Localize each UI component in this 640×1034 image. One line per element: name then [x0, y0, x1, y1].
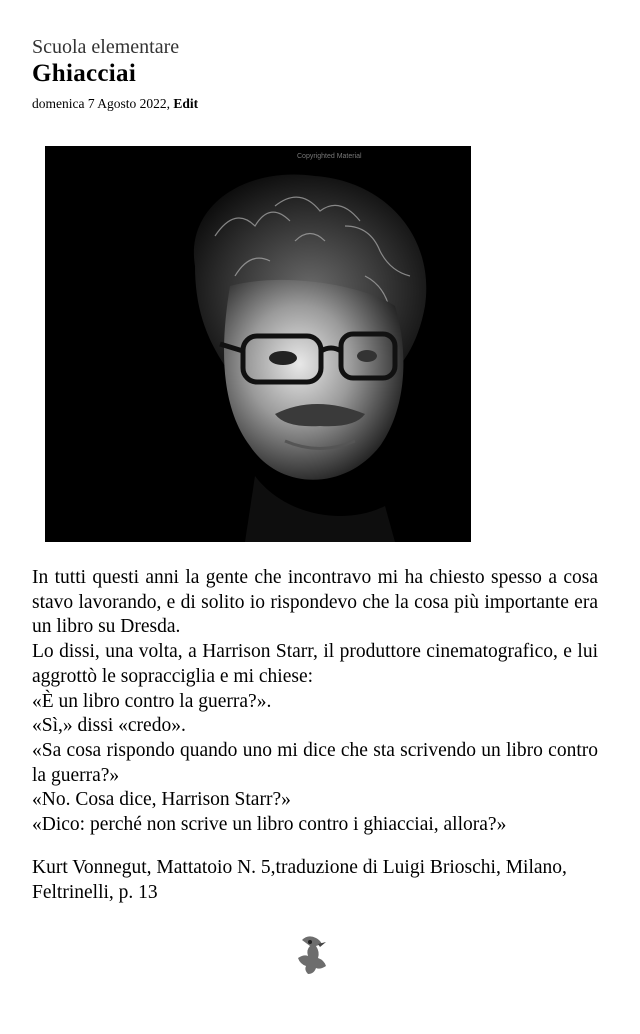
paragraph: «Sa cosa rispondo quando uno mi dice che sta scrivendo un libro contro la guerra?»	[32, 739, 598, 786]
post-title: Ghiacciai	[32, 60, 137, 87]
watermark-text: Copyrighted Material	[297, 153, 362, 160]
post-body	[32, 566, 598, 838]
paragraph: «No. Cosa dice, Harrison Starr?»	[32, 789, 291, 811]
post-meta	[32, 96, 198, 112]
paragraph: «Dico: perché non scrive un libro contro i ghiacciai, allora?»	[32, 814, 507, 836]
bird-figure-icon[interactable]	[288, 930, 338, 980]
paragraph: «Sì,» dissi «credo».	[32, 715, 186, 737]
portrait-photo	[45, 146, 471, 542]
paragraph: In tutti questi anni la gente che incontravo mi ha chiesto spesso a cosa stavo lavorando, e di solito io rispondevo che la cosa più importante era un libro su Dresda.	[32, 567, 598, 638]
blog-name[interactable]: Scuola elementare	[32, 36, 180, 58]
edit-link[interactable]: Edit	[173, 96, 199, 111]
portrait-illustration	[45, 146, 471, 542]
paragraph: «È un libro contro la guerra?».	[32, 690, 272, 712]
paragraph: Lo dissi, una volta, a Harrison Starr, il produttore cinematografico, e lui aggrottò le sopracciglia e mi chiese:	[32, 641, 598, 687]
post-date: domenica 7 Agosto 2022,	[32, 96, 170, 111]
citation: Kurt Vonnegut, Mattatoio N. 5,traduzione di Luigi Brioschi, Milano, Feltrinelli, p. 13	[32, 857, 567, 903]
